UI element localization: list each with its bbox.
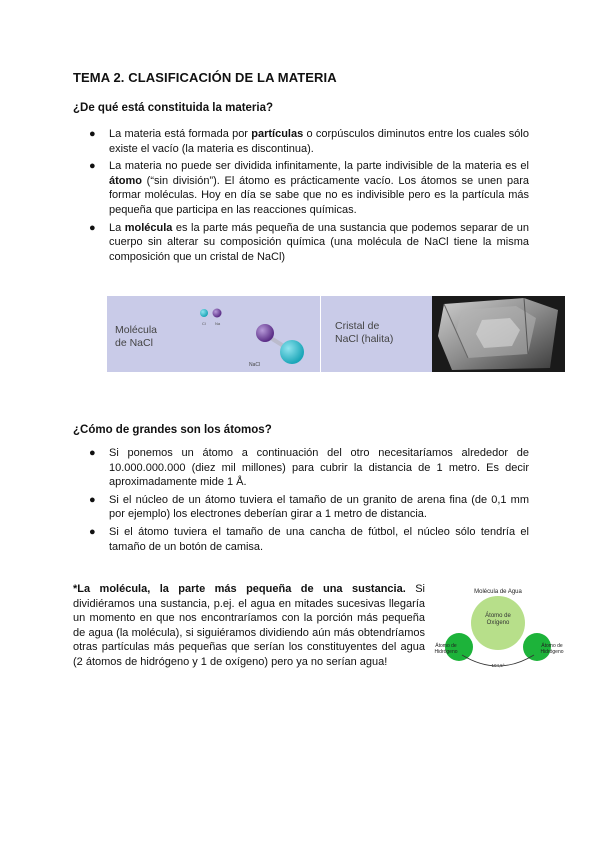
legend-cl-text: Cl xyxy=(202,321,206,326)
nacl-molecule-panel xyxy=(107,296,320,372)
section-heading-constitution: ¿De qué está constituida la materia? xyxy=(73,102,274,114)
paragraph-body: Si dividiéramos una sustancia, p.ej. el agua en mitades sucesivas llegaría un momento en que nos encontraríamos con la porción más pequeña de agua (la molécula), si siguiéramos dividiendo aún más obtendríamos otras partículas más pequeñas que serían los constituyentes del agua (2 átomos de hidrógeno y 1 de oxígeno) pero ya no serían agua! xyxy=(73,583,425,668)
bullet-icon: ● xyxy=(89,525,96,538)
list-item: ● La materia no puede ser dividida infinitamente, la parte indivisible de la materia es el átomo (“sin división”). El átomo es prácticamente vacío. Los átomos se unen para formar moléculas. Hoy en día se sabe que no es indivisible pero es la partícula más pequeña que participa en las reacciones químicas. xyxy=(89,160,529,216)
oxygen-label-line1: Átomo de xyxy=(485,613,511,619)
halite-crystal-image xyxy=(432,296,565,372)
list-item: ● Si el núcleo de un átomo tuviera el tamaño de un granito de arena fina (de 0,1 mm por ejemplo) los electrones deberían girar a 1 metro de distancia. xyxy=(89,493,529,521)
list-item: ● La molécula es la parte más pequeña de una sustancia que podemos separar de un cuerpo sin alterar su composición química (una molécula de NaCl tiene la misma composición que un cristal de NaCl) xyxy=(89,221,529,263)
page-title: TEMA 2. CLASIFICACIÓN DE LA MATERIA xyxy=(73,70,337,85)
sodium-atom xyxy=(280,340,304,364)
halite-crystal-photo xyxy=(432,296,565,372)
water-molecule-illustration xyxy=(428,585,568,673)
hydrogen-right-label-line1: Átomo de xyxy=(541,643,563,649)
bullet-list-constitution xyxy=(73,127,529,267)
water-molecule-diagram xyxy=(428,585,568,673)
section-heading-atom-size: ¿Cómo de grandes son los átomos? xyxy=(73,424,272,436)
molecule-paragraph xyxy=(73,582,425,670)
bullet-icon: ● xyxy=(89,128,96,140)
hydrogen-right-label-line2: Hidrógeno xyxy=(540,649,564,655)
list-item: ● La materia está formada por partículas o corpúsculos diminutos entre los cuales sólo existe el vacío (la materia es discontinua). xyxy=(89,128,529,155)
paragraph-lead: *La molécula, la parte más pequeña de una sustancia. xyxy=(73,583,406,595)
molecule-caption: NaCl xyxy=(249,362,261,368)
legend-na-text: Na xyxy=(215,321,221,326)
list-item: ● Si ponemos un átomo a continuación del otro necesitaríamos alrededor de 10.000.000.000 (diez mil millones) para cubrir la distancia de 1 metro. Es decir aproximadamente mide 1 Å. xyxy=(89,447,529,489)
crystal-label: Cristal de NaCl (halita) xyxy=(335,320,394,345)
list-item: ● Si el átomo tuviera el tamaño de una cancha de fútbol, el núcleo sólo tendría el tamaño de un botón de camisa. xyxy=(89,525,529,553)
bullet-icon: ● xyxy=(89,160,96,173)
nacl-molecule-label: Molécula de NaCl xyxy=(115,324,158,349)
legend-sodium-dot xyxy=(200,309,208,317)
bullet-icon: ● xyxy=(89,493,96,506)
bond-angle-label: 104,5° xyxy=(491,663,505,668)
hydrogen-left-label-line1: Átomo de xyxy=(435,643,457,649)
oxygen-label-line2: Oxígeno xyxy=(486,620,510,626)
chlorine-atom xyxy=(256,324,274,342)
nacl-molecule-illustration xyxy=(107,296,320,372)
bullet-list-atom-size xyxy=(73,446,529,557)
bullet-icon: ● xyxy=(89,447,96,459)
diagram-title: Molécula de Agua xyxy=(474,589,522,595)
legend-chlorine-dot xyxy=(213,309,222,318)
crystal-label-panel xyxy=(321,296,432,372)
nacl-figure xyxy=(107,296,565,372)
hydrogen-left-label-line2: Hidrógeno xyxy=(434,649,458,655)
bullet-icon: ● xyxy=(89,221,96,234)
